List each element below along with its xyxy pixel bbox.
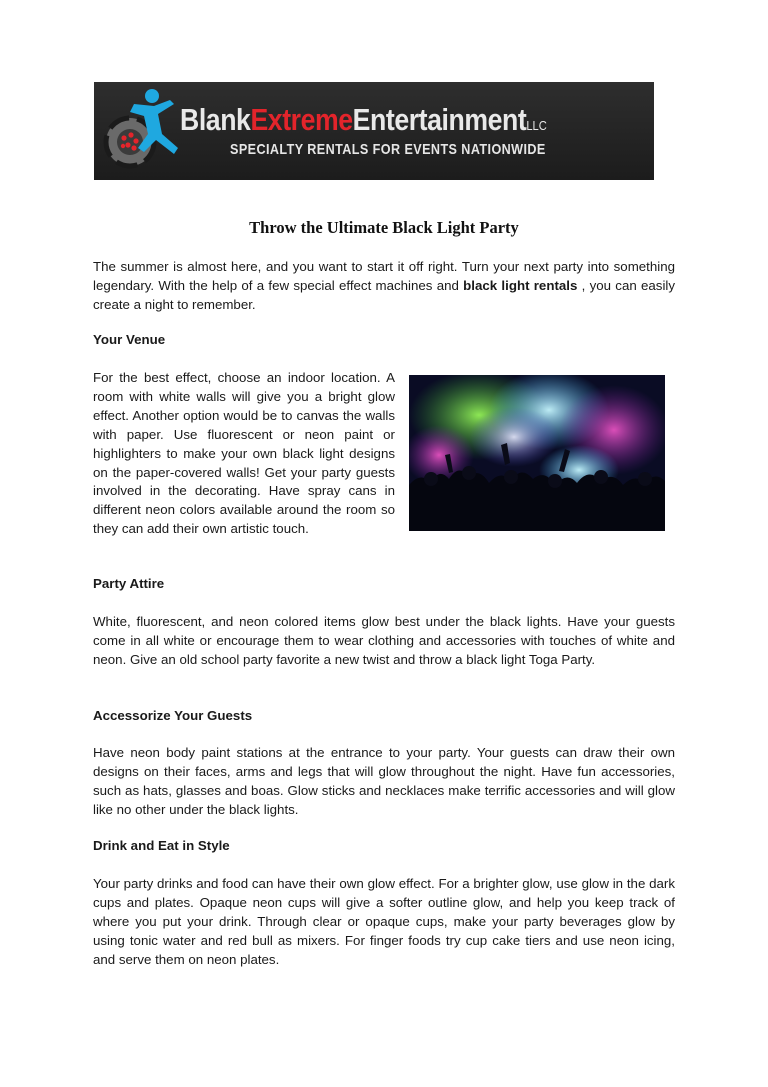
brand-tagline: SPECIALTY RENTALS FOR EVENTS NATIONWIDE bbox=[230, 141, 546, 158]
attire-paragraph: White, fluorescent, and neon colored items glow best under the black lights. Have your guests come in all white or encourage them to wear clothing and accessories with touches of white and neon. Give an old school party favorite a new twist and throw a black light Toga Party. bbox=[93, 614, 675, 667]
accessorize-paragraph: Have neon body paint stations at the entrance to your party. Your guests can draw their own designs on their faces, arms and legs that will glow throughout the night. Have fun accessories, such as hats, glasses and boas. Glow sticks and necklaces make terrific accessories and will glow like no other under the black lights. bbox=[93, 745, 675, 817]
dancer-logo-icon bbox=[94, 82, 190, 180]
drink-paragraph: Your party drinks and food can have their own glow effect. For a brighter glow, use glow in the dark cups and plates. Opaque neon cups will give a softer outline glow, and help you keep track of where you put your drink. Through clear or opaque cups, make your party beverages glow by using tonic water and red bull as mixers. For finger foods try cup cake tiers and use neon icing, and serve them on neon plates. bbox=[93, 876, 675, 967]
brand-name: BlankExtremeEntertainmentLLC bbox=[180, 102, 547, 137]
heading-party-attire: Party Attire bbox=[93, 576, 165, 591]
intro-paragraph: The summer is almost here, and you want to start it off right. Turn your next party into something legendary. With the help of a few special effect machines and black light rentals , you can easily create a night to remember. bbox=[93, 259, 675, 312]
venue-paragraph: For the best effect, choose an indoor location. A room with white walls will give you a bright glow effect. Another option would be to canvas the walls with paper. Use fluorescent or neon paint or highlighters to make your own black light designs on the paper-covered walls! Get your party guests involved in the decorating. Have spray cans in different neon colors available around the room so they can add their own artistic touch. bbox=[93, 370, 395, 537]
black-light-rentals-link[interactable]: black light rentals bbox=[463, 277, 578, 293]
heading-drink-eat: Drink and Eat in Style bbox=[93, 838, 230, 853]
party-crowd-photo bbox=[409, 375, 665, 531]
party-photo-graphic bbox=[409, 375, 665, 531]
header-banner bbox=[94, 82, 654, 180]
heading-your-venue: Your Venue bbox=[93, 332, 166, 347]
heading-accessorize: Accessorize Your Guests bbox=[93, 708, 253, 723]
document-title: Throw the Ultimate Black Light Party bbox=[249, 218, 519, 237]
